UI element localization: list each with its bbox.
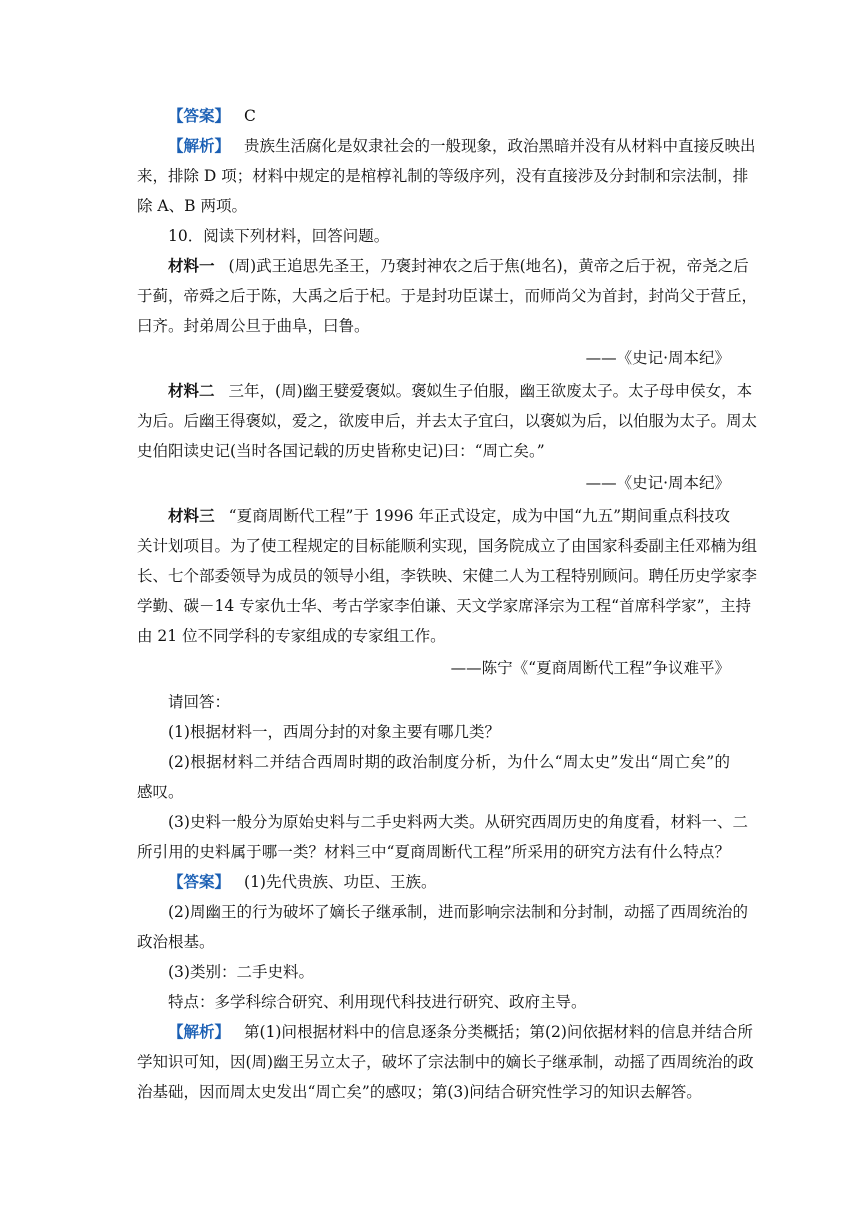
q10-answer-line-3: 政治根基。	[137, 933, 215, 951]
answer-label: 【答案】	[168, 106, 231, 125]
material2-text: 三年，(周)幽王嬖爱褒姒。褒姒生子伯服，幽王欲废太子。太子母申侯女，本	[228, 382, 753, 400]
analysis-label: 【解析】	[168, 136, 231, 155]
material3-line-5: 由 21 位不同学科的专家组成的专家组工作。	[137, 627, 446, 645]
q10-answer-line-4: (3)类别：二手史料。	[168, 963, 314, 981]
material2-line-3: 史伯阳读史记(当时各国记载的历史皆称史记)曰：“周亡矣。”	[137, 442, 545, 460]
material3-text: “夏商周断代工程”于 1996 年正式设定，成为中国“九五”期间重点科技攻	[228, 507, 730, 525]
material2-line-1	[137, 376, 753, 406]
q9-analysis-line-3: 除 A、B 两项。	[137, 197, 247, 215]
answer-prompt: 请回答：	[168, 693, 231, 711]
question-2-line-1: (2)根据材料二并结合西周时期的政治制度分析，为什么“周太史”发出“周亡矣”的	[168, 753, 730, 771]
q10-answer-line-2: (2)周幽王的行为破坏了嫡长子继承制，进而影响宗法制和分封制，动摇了西周统治的	[168, 903, 748, 921]
material1-line-3: 曰齐。封弟周公旦于曲阜，曰鲁。	[137, 317, 370, 335]
q9-answer-line	[137, 101, 730, 131]
q10-answer-text: (1)先代贵族、功臣、王族。	[244, 873, 437, 891]
q9-analysis-line-2: 来，排除 D 项；材料中规定的是棺椁礼制的等级序列，没有直接涉及分封制和宗法制，排	[137, 167, 749, 185]
material2-source: ——《史记·周本纪》	[585, 474, 730, 492]
question-3-line-1: (3)史料一般分为原始史料与二手史料两大类。从研究西周历史的角度看，材料一、二	[168, 813, 748, 831]
material1-line-1	[137, 251, 749, 281]
material1-line-2: 于蓟，帝舜之后于陈，大禹之后于杞。于是封功臣谋士，而师尚父为首封，封尚父于营丘，	[137, 287, 758, 305]
q10-analysis-line-1	[137, 1017, 753, 1047]
material2-label: 材料二	[168, 381, 215, 400]
q10-answer-line-1	[137, 867, 730, 897]
material3-line-3: 长、七个部委领导为成员的领导小组，李铁映、宋健二人为工程特别顾问。聘任历史学家李	[137, 567, 758, 585]
q9-analysis-line-1	[137, 131, 756, 161]
q10-analysis-line-3: 治基础，因而周太史发出“周亡矣”的感叹；第(3)问结合研究性学习的知识去解答。	[137, 1083, 702, 1101]
question-3-line-2: 所引用的史料属于哪一类？材料三中“夏商周断代工程”所采用的研究方法有什么特点？	[137, 843, 730, 861]
answer-label: 【答案】	[168, 872, 231, 891]
material3-label: 材料三	[168, 506, 215, 525]
material3-source: ——陈宁《“夏商周断代工程”争议难平》	[450, 659, 730, 677]
material1-text: (周)武王追思先圣王，乃褒封神农之后于焦(地名)，黄帝之后于祝，帝尧之后	[228, 257, 749, 275]
analysis-label: 【解析】	[168, 1022, 231, 1041]
q10-stem: 10．阅读下列材料，回答问题。	[168, 227, 390, 245]
q10-analysis-line-2: 学知识可知，因(周)幽王另立太子，破坏了宗法制中的嫡长子继承制，动摇了西周统治的政	[137, 1053, 754, 1071]
q9-analysis-text: 贵族生活腐化是奴隶社会的一般现象，政治黑暗并没有从材料中直接反映出	[244, 137, 756, 155]
q10-analysis-text: 第(1)问根据材料中的信息逐条分类概括；第(2)问依据材料的信息并结合所	[244, 1023, 753, 1041]
material1-source: ——《史记·周本纪》	[585, 349, 730, 367]
material3-line-4: 学勤、碳－14 专家仇士华、考古学家李伯谦、天文学家席泽宗为工程“首席科学家”，主持	[137, 597, 752, 615]
material1-label: 材料一	[168, 256, 215, 275]
material3-line-2: 关计划项目。为了使工程规定的目标能顺利实现，国务院成立了由国家科委副主任邓楠为组	[137, 537, 758, 555]
material3-line-1	[137, 501, 730, 531]
question-1: (1)根据材料一，西周分封的对象主要有哪几类？	[168, 723, 500, 741]
material2-line-2: 为后。后幽王得褒姒，爱之，欲废申后，并去太子宜臼，以褒姒为后，以伯服为太子。周太	[137, 412, 758, 430]
q9-answer-value: C	[244, 107, 256, 125]
question-2-line-2: 感叹。	[137, 783, 184, 801]
q10-answer-line-5: 特点：多学科综合研究、利用现代科技进行研究、政府主导。	[168, 993, 587, 1011]
